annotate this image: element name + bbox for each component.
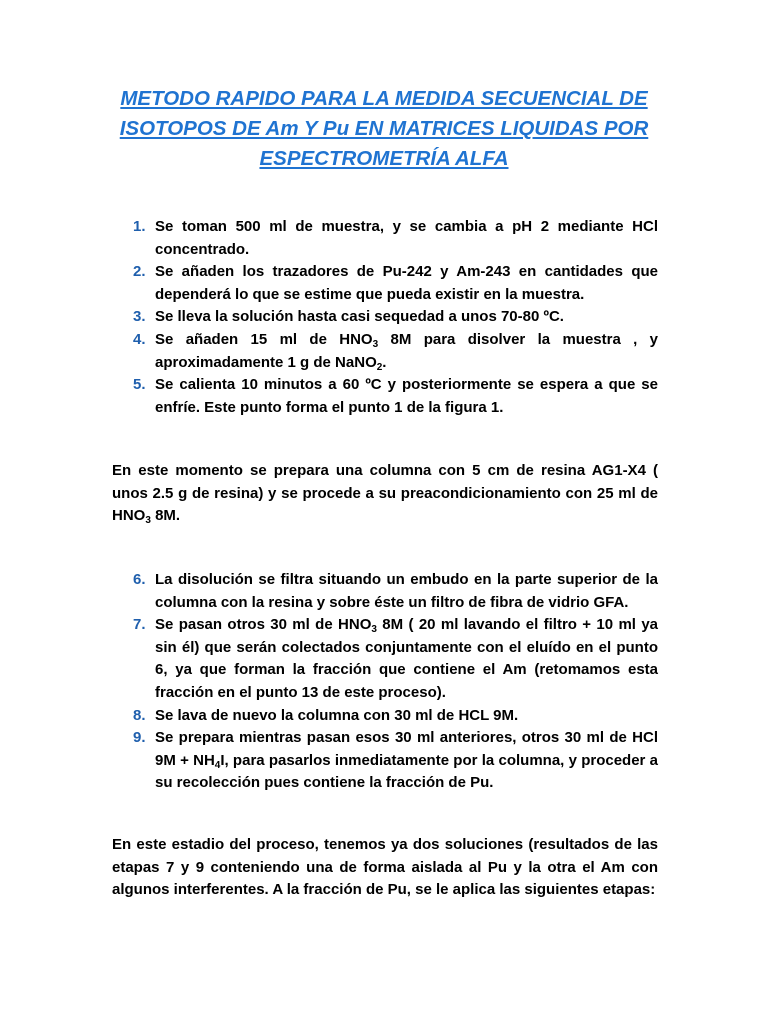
title-line-3: ESPECTROMETRÍA ALFA [259, 147, 509, 170]
list-item-text: Se lleva la solución hasta casi sequedad a unos 70-80 ºC. [155, 308, 564, 326]
subscript: 3 [372, 338, 379, 350]
text-segment: Se pasan otros 30 ml de HNO [155, 616, 372, 634]
list-item-text: Se añaden los trazadores de Pu-242 y Am-243 en cantidades que dependerá lo que se estime que pueda existir en la muestra. [155, 263, 658, 303]
list-item-text: Se toman 500 ml de muestra, y se cambia a pH 2 mediante HCl concentrado. [155, 218, 658, 258]
list-item [112, 705, 658, 728]
steps-list-1 [112, 216, 658, 419]
list-item-text [155, 329, 658, 374]
subscript: 2 [376, 361, 383, 373]
text-segment: Se añaden 15 ml de HNO [155, 330, 373, 348]
list-item-number: 5. [133, 376, 146, 394]
text-segment: Se prepara mientras pasan esos 30 ml anteriores, otros 30 ml de HCl 9M + NH [155, 729, 658, 769]
list-item-number: 1. [133, 218, 146, 235]
list-item-text [155, 727, 658, 795]
list-item-text: Se lava de nuevo la columna con 30 ml de HCL 9M. [155, 706, 519, 724]
list-item-number: 6. [133, 571, 146, 588]
paragraph-process-stage: En este estadio del proceso, tenemos ya dos soluciones (resultados de las etapas 7 y 9 conteniendo una de forma aislada al Pu y la otra el Am con algunos interferentes. A la fracción de Pu, se le aplica las siguientes etapas: [112, 836, 658, 899]
list-item [112, 329, 658, 374]
title-line-2: ISOTOPOS DE Am Y Pu EN MATRICES LIQUIDAS POR [119, 117, 649, 140]
subscript: 4 [214, 759, 221, 771]
list-item [112, 569, 658, 614]
list-item-number: 8. [133, 706, 146, 724]
list-item [112, 306, 658, 329]
list-item [112, 727, 658, 795]
text-segment: I, para pasarlos inmediatamente por la columna, y proceder a su recolección pues contiene la fracción de Pu. [155, 751, 658, 792]
list-item-number: 2. [133, 263, 146, 281]
list-item-text: Se calienta 10 minutos a 60 ºC y posteriormente se espera a que se enfríe. Este punto forma el punto 1 de la figura 1. [155, 376, 658, 416]
subscript: 3 [371, 624, 377, 636]
paragraph-column-prep [112, 460, 658, 528]
text-segment: 8M para disolver la muestra , y aproximadamente 1 g de NaNO [155, 330, 658, 371]
list-item-number: 9. [133, 729, 146, 747]
title-line-1: METODO RAPIDO PARA LA MEDIDA SECUENCIAL DE [120, 87, 648, 110]
text-segment: 8M. [150, 507, 181, 525]
list-item [112, 216, 658, 261]
list-item [112, 374, 658, 419]
list-item-number: 3. [133, 308, 146, 326]
list-item-number: 4. [133, 330, 146, 348]
text-segment: En este momento se prepara una columna con 5 cm de resina AG1-X4 ( unos 2.5 g de resina) y se procede a su preacondicionamiento con 25 ml de HNO [112, 462, 658, 525]
text-segment: . [382, 353, 387, 371]
list-item-text: La disolución se filtra situando un embudo en la parte superior de la columna con la resina y sobre éste un filtro de fibra de vidrio GFA. [155, 571, 658, 611]
list-item-number: 7. [133, 616, 146, 634]
steps-list-2 [112, 569, 658, 795]
list-item [112, 614, 658, 704]
document-title [110, 84, 658, 174]
list-item-text [155, 614, 658, 704]
list-item [112, 261, 658, 306]
subscript: 3 [145, 515, 151, 527]
text-segment: 8M ( 20 ml lavando el filtro + 10 ml ya sin él) que serán colectados conjuntamente con el eluído en el punto 6, ya que forman la fracción que contiene el Am (retomamos esta fracción en el punto 13 de este proceso). [155, 616, 658, 701]
